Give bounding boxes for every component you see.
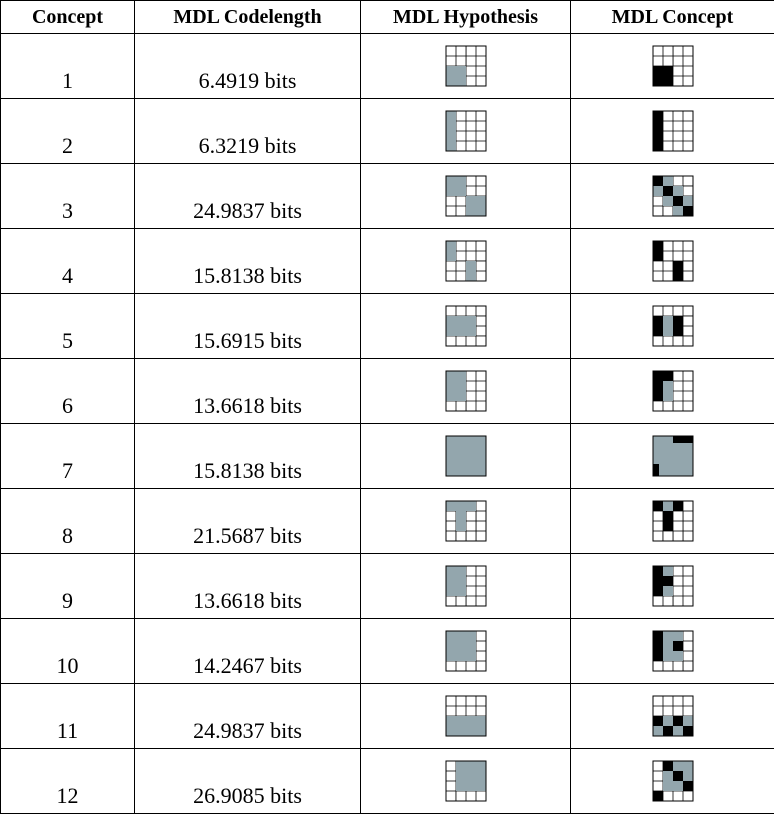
concept-grid	[652, 175, 694, 217]
black-region	[653, 111, 663, 151]
black-region	[653, 371, 673, 381]
hypothesis-grid	[445, 435, 487, 477]
hypothesis-grid	[445, 695, 487, 737]
header-mdl-codelength: MDL Codelength	[135, 1, 361, 34]
table-row	[1, 424, 774, 489]
table-row	[1, 34, 774, 99]
gray-region	[446, 111, 456, 151]
hypothesis-cell	[361, 554, 571, 619]
concept-grid	[652, 370, 694, 412]
black-region	[653, 241, 663, 261]
black-region	[653, 631, 663, 661]
concept-grid	[652, 110, 694, 152]
black-region	[673, 716, 683, 726]
hypothesis-cell	[361, 684, 571, 749]
table-row	[1, 294, 774, 359]
concept-cell	[571, 684, 774, 749]
codelength-value: 13.6618 bits	[135, 554, 361, 619]
gray-region	[446, 631, 476, 661]
gray-region	[673, 761, 693, 771]
gray-region	[683, 771, 693, 781]
concept-number: 12	[1, 749, 135, 814]
gray-region	[663, 316, 673, 336]
concept-cell	[571, 164, 774, 229]
hypothesis-grid	[445, 500, 487, 542]
gray-region	[663, 176, 673, 186]
hypothesis-cell	[361, 229, 571, 294]
hypothesis-cell	[361, 489, 571, 554]
gray-region	[673, 206, 683, 216]
concept-cell	[571, 34, 774, 99]
codelength-value: 13.6618 bits	[135, 359, 361, 424]
white-region	[466, 511, 476, 541]
hypothesis-grid	[445, 305, 487, 347]
concept-cell	[571, 749, 774, 814]
gray-region	[653, 186, 663, 196]
black-region	[653, 716, 663, 726]
concept-grid	[652, 45, 694, 87]
table-row	[1, 684, 774, 749]
concept-grid	[652, 695, 694, 737]
black-region	[653, 501, 663, 511]
header-mdl-concept: MDL Concept	[571, 1, 774, 34]
concept-grid	[652, 435, 694, 477]
codelength-value: 24.9837 bits	[135, 684, 361, 749]
gray-region	[663, 501, 673, 511]
gray-region	[446, 241, 456, 261]
gray-region	[663, 586, 673, 596]
concept-number: 10	[1, 619, 135, 684]
table-row	[1, 164, 774, 229]
white-region	[663, 531, 673, 541]
gray-region	[466, 196, 486, 216]
concept-number: 5	[1, 294, 135, 359]
header-concept: Concept	[1, 1, 135, 34]
black-region	[673, 196, 683, 206]
gray-region	[446, 436, 486, 476]
concept-number: 1	[1, 34, 135, 99]
gray-region	[446, 501, 476, 511]
white-region	[653, 761, 663, 791]
hypothesis-cell	[361, 99, 571, 164]
gray-region	[663, 716, 673, 726]
table-row	[1, 554, 774, 619]
hypothesis-grid	[445, 110, 487, 152]
gray-region	[663, 771, 673, 791]
hypothesis-cell	[361, 424, 571, 489]
gray-region	[446, 316, 476, 336]
concept-grid	[652, 240, 694, 282]
gray-region	[653, 443, 693, 464]
concept-number: 3	[1, 164, 135, 229]
gray-region	[663, 196, 673, 206]
concept-number: 8	[1, 489, 135, 554]
hypothesis-grid	[445, 630, 487, 672]
white-region	[673, 511, 683, 541]
white-region	[653, 661, 683, 671]
white-region	[446, 511, 456, 541]
concept-cell	[571, 489, 774, 554]
concept-number: 4	[1, 229, 135, 294]
white-region	[653, 511, 663, 541]
table-row	[1, 619, 774, 684]
gray-region	[446, 716, 486, 736]
header-row	[1, 1, 774, 34]
concept-number: 7	[1, 424, 135, 489]
concept-cell	[571, 424, 774, 489]
black-region	[653, 176, 663, 186]
concept-number: 11	[1, 684, 135, 749]
hypothesis-cell	[361, 749, 571, 814]
concept-grid	[652, 305, 694, 347]
concept-grid	[652, 760, 694, 802]
codelength-value: 6.3219 bits	[135, 99, 361, 164]
gray-region	[673, 651, 683, 661]
concept-grid	[652, 630, 694, 672]
codelength-value: 6.4919 bits	[135, 34, 361, 99]
black-region	[683, 781, 693, 791]
gray-region	[456, 511, 466, 531]
concept-grid	[652, 500, 694, 542]
table-row	[1, 489, 774, 554]
black-region	[663, 186, 673, 196]
codelength-value: 15.8138 bits	[135, 229, 361, 294]
hypothesis-grid	[445, 760, 487, 802]
gray-region	[659, 464, 693, 476]
hypothesis-cell	[361, 34, 571, 99]
black-region	[663, 761, 673, 771]
gray-region	[446, 371, 466, 401]
gray-region	[683, 716, 693, 726]
concept-cell	[571, 99, 774, 164]
black-region	[653, 381, 663, 401]
black-region	[673, 771, 683, 781]
black-region	[673, 501, 683, 511]
hypothesis-cell	[361, 619, 571, 684]
codelength-value: 15.6915 bits	[135, 294, 361, 359]
white-region	[663, 791, 693, 801]
concept-cell	[571, 294, 774, 359]
hypothesis-grid	[445, 240, 487, 282]
black-region	[673, 261, 683, 281]
gray-region	[683, 196, 693, 206]
gray-region	[653, 436, 673, 443]
table-row	[1, 229, 774, 294]
black-region	[663, 726, 673, 736]
black-region	[663, 511, 673, 531]
hypothesis-cell	[361, 359, 571, 424]
header-mdl-hypothesis: MDL Hypothesis	[361, 1, 571, 34]
black-region	[673, 316, 683, 336]
hypothesis-grid	[445, 45, 487, 87]
concept-cell	[571, 554, 774, 619]
black-region	[653, 66, 673, 86]
black-region	[663, 576, 673, 586]
black-region	[683, 726, 693, 736]
hypothesis-grid	[445, 565, 487, 607]
hypothesis-cell	[361, 294, 571, 359]
gray-region	[663, 381, 673, 401]
gray-region	[663, 641, 673, 661]
black-region	[673, 436, 693, 443]
hypothesis-grid	[445, 175, 487, 217]
concept-number: 2	[1, 99, 135, 164]
codelength-value: 26.9085 bits	[135, 749, 361, 814]
white-region	[456, 791, 486, 801]
concept-cell	[571, 229, 774, 294]
gray-region	[446, 66, 466, 86]
gray-region	[466, 261, 476, 281]
gray-region	[446, 176, 466, 196]
gray-region	[653, 726, 663, 736]
gray-region	[663, 566, 673, 576]
concept-number: 9	[1, 554, 135, 619]
gray-region	[446, 566, 466, 596]
concept-number: 6	[1, 359, 135, 424]
concept-cell	[571, 619, 774, 684]
codelength-value: 15.8138 bits	[135, 424, 361, 489]
white-region	[456, 531, 466, 541]
black-region	[653, 316, 663, 336]
black-region	[653, 464, 659, 476]
hypothesis-cell	[361, 164, 571, 229]
gray-region	[673, 186, 683, 196]
white-region	[446, 661, 476, 671]
concept-cell	[571, 359, 774, 424]
gray-region	[456, 761, 486, 791]
table-row	[1, 749, 774, 814]
table-row	[1, 359, 774, 424]
black-region	[683, 206, 693, 216]
codelength-value: 21.5687 bits	[135, 489, 361, 554]
white-region	[683, 186, 693, 196]
concept-grid	[652, 565, 694, 607]
black-region	[653, 791, 663, 801]
black-region	[653, 566, 663, 596]
gray-region	[663, 631, 683, 641]
codelength-value: 24.9837 bits	[135, 164, 361, 229]
table-row	[1, 99, 774, 164]
white-region	[663, 206, 673, 216]
gray-region	[673, 726, 683, 736]
black-region	[673, 641, 683, 651]
hypothesis-grid	[445, 370, 487, 412]
gray-region	[673, 781, 683, 791]
codelength-value: 14.2467 bits	[135, 619, 361, 684]
